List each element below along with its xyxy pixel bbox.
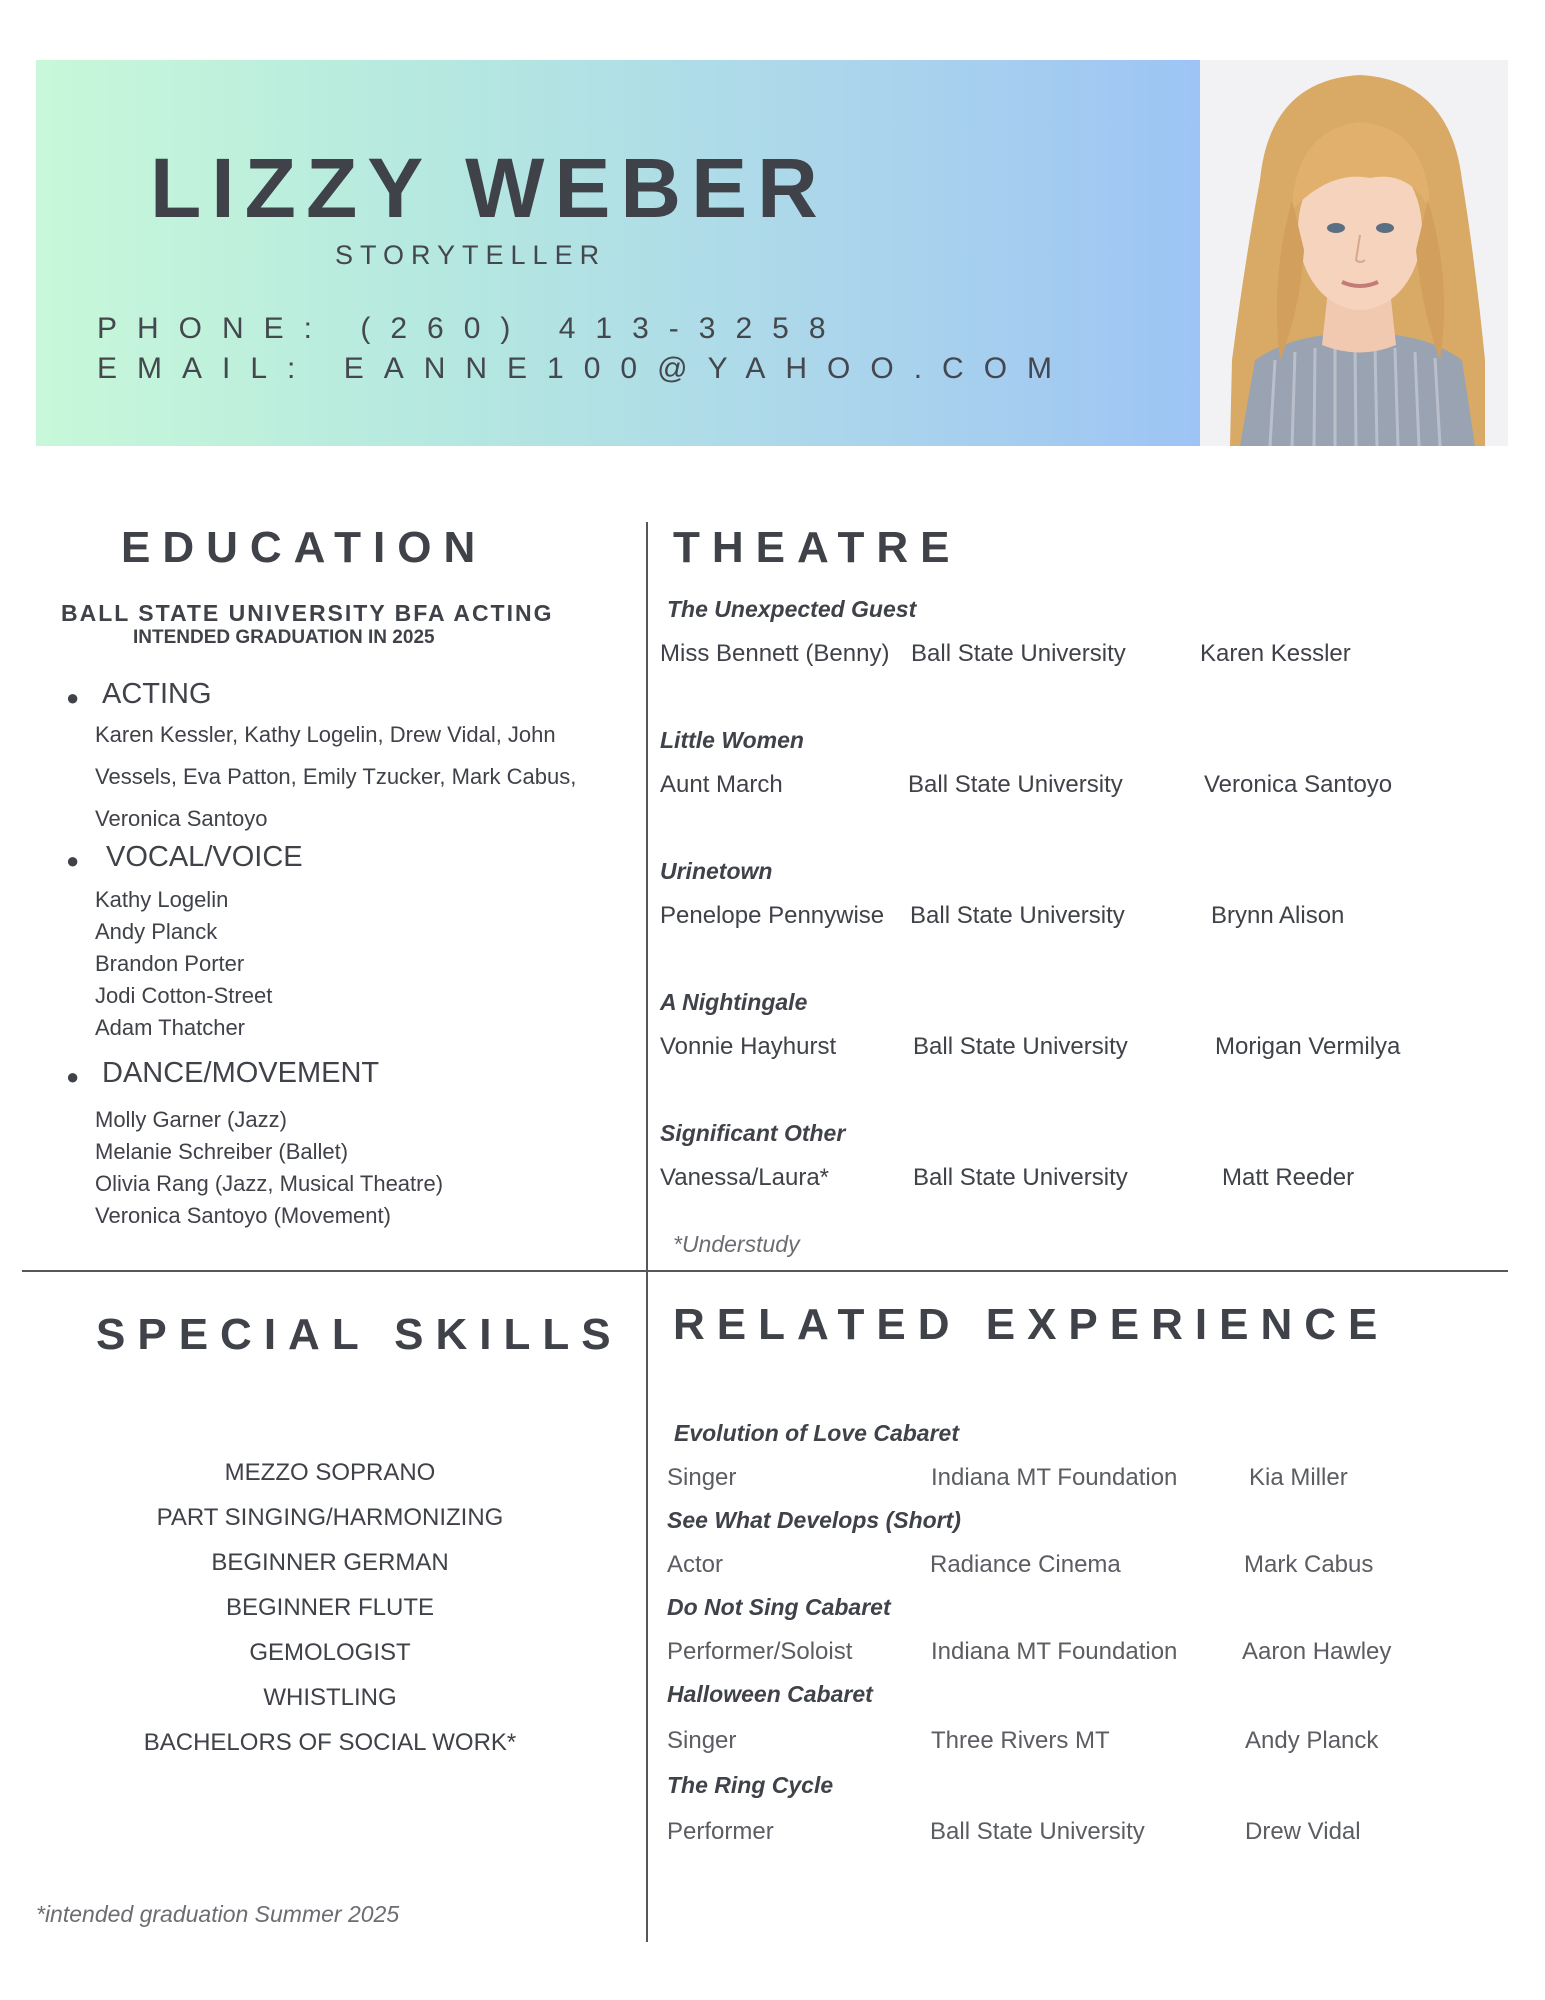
- acting-teachers: Karen Kessler, Kathy Logelin, Drew Vidal, John Vessels, Eva Patton, Emily Tzucker, Mark Cabus, Veronica Santoyo: [95, 722, 577, 831]
- skill-item: WHISTLING: [263, 1684, 397, 1711]
- column-divider: [646, 522, 648, 1942]
- credit-director: Mark Cabus: [1244, 1551, 1374, 1578]
- credit-director: Brynn Alison: [1211, 902, 1345, 929]
- credit-show: The Ring Cycle: [667, 1772, 834, 1798]
- skills-heading: SPECIAL SKILLS: [96, 1310, 623, 1359]
- skills-footnote: *intended graduation Summer 2025: [36, 1901, 400, 1927]
- bullet-icon: ●: [66, 848, 80, 873]
- skill-item: MEZZO SOPRANO: [224, 1459, 436, 1486]
- candidate-name: LIZZY WEBER: [150, 141, 828, 235]
- list-item: Molly Garner (Jazz): [95, 1107, 287, 1132]
- credit-venue: Ball State University: [913, 1033, 1128, 1060]
- theatre-heading: THEATRE: [673, 523, 962, 572]
- credit-show: Do Not Sing Cabaret: [667, 1594, 891, 1620]
- credit-show: Urinetown: [660, 858, 773, 884]
- skill-item: PART SINGING/HARMONIZING: [156, 1504, 504, 1531]
- list-item: Andy Planck: [95, 919, 218, 944]
- header-banner: [36, 60, 1202, 446]
- related-heading: RELATED EXPERIENCE: [673, 1300, 1390, 1349]
- credit-role: Performer/Soloist: [667, 1638, 853, 1665]
- list-item: Olivia Rang (Jazz, Musical Theatre): [95, 1171, 444, 1196]
- credit-role: Aunt March: [660, 771, 783, 798]
- credit-role: Actor: [667, 1551, 724, 1578]
- education-graduation: INTENDED GRADUATION IN 2025: [133, 627, 435, 648]
- credit-show: See What Develops (Short): [667, 1507, 961, 1533]
- list-item: Brandon Porter: [95, 951, 245, 976]
- skill-item: BEGINNER GERMAN: [211, 1549, 449, 1576]
- credit-director: Andy Planck: [1245, 1727, 1379, 1754]
- credit-role: Miss Bennett (Benny): [660, 640, 890, 667]
- credit-show: Halloween Cabaret: [667, 1681, 873, 1707]
- credit-director: Veronica Santoyo: [1204, 771, 1393, 798]
- education-category-vocal: VOCAL/VOICE: [106, 841, 303, 873]
- understudy-note: *Understudy: [673, 1231, 800, 1257]
- credit-role: Vanessa/Laura*: [660, 1164, 830, 1191]
- headshot-photo: [1200, 60, 1508, 446]
- credit-director: Morigan Vermilya: [1215, 1033, 1401, 1060]
- credit-director: Drew Vidal: [1245, 1818, 1361, 1845]
- credit-show: Little Women: [660, 727, 804, 753]
- bullet-icon: ●: [66, 1064, 80, 1089]
- credit-role: Singer: [667, 1464, 737, 1491]
- credit-director: Kia Miller: [1249, 1464, 1348, 1491]
- credit-venue: Ball State University: [911, 640, 1126, 667]
- education-school: BALL STATE UNIVERSITY BFA ACTING: [61, 600, 554, 626]
- skill-item: GEMOLOGIST: [249, 1639, 411, 1666]
- credit-show: Significant Other: [660, 1120, 846, 1146]
- education-heading: EDUCATION: [121, 523, 488, 572]
- list-item: Kathy Logelin: [95, 887, 229, 912]
- skills-list: [90, 1450, 570, 1765]
- credit-show: Evolution of Love Cabaret: [674, 1420, 959, 1446]
- credit-venue: Indiana MT Foundation: [931, 1638, 1178, 1665]
- credit-venue: Ball State University: [908, 771, 1123, 798]
- credit-venue: Indiana MT Foundation: [931, 1464, 1178, 1491]
- credit-role: Penelope Pennywise: [660, 902, 885, 929]
- credit-venue: Radiance Cinema: [930, 1551, 1121, 1578]
- credit-director: Aaron Hawley: [1242, 1638, 1392, 1665]
- skill-item: BEGINNER FLUTE: [225, 1594, 435, 1621]
- skill-item: BACHELORS OF SOCIAL WORK*: [143, 1729, 517, 1756]
- section-divider: [22, 1270, 1508, 1272]
- credit-role: Singer: [667, 1727, 737, 1754]
- credit-director: Karen Kessler: [1200, 640, 1351, 667]
- list-item: Melanie Schreiber (Ballet): [95, 1139, 349, 1164]
- credit-role: Performer: [667, 1818, 774, 1845]
- contact-phone: PHONE: (260) 413-3258: [97, 312, 846, 345]
- list-item: Adam Thatcher: [95, 1015, 246, 1040]
- education-category-acting: ACTING: [102, 678, 212, 710]
- credit-venue: Three Rivers MT: [931, 1727, 1110, 1754]
- credit-venue: Ball State University: [930, 1818, 1145, 1845]
- vocal-teachers: [95, 884, 272, 1044]
- contact-email: EMAIL: EANNE100@YAHOO.COM: [97, 352, 1073, 385]
- education-category-dance: DANCE/MOVEMENT: [102, 1057, 380, 1089]
- list-item: Veronica Santoyo (Movement): [95, 1203, 391, 1228]
- credit-role: Vonnie Hayhurst: [660, 1033, 837, 1060]
- dance-teachers: [95, 1104, 443, 1232]
- credit-show: The Unexpected Guest: [667, 596, 917, 622]
- credit-show: A Nightingale: [660, 989, 808, 1015]
- credit-venue: Ball State University: [910, 902, 1125, 929]
- candidate-tagline: STORYTELLER: [335, 240, 607, 270]
- credit-director: Matt Reeder: [1222, 1164, 1355, 1191]
- list-item: Jodi Cotton-Street: [95, 983, 273, 1008]
- credit-venue: Ball State University: [913, 1164, 1128, 1191]
- bullet-icon: ●: [66, 685, 80, 710]
